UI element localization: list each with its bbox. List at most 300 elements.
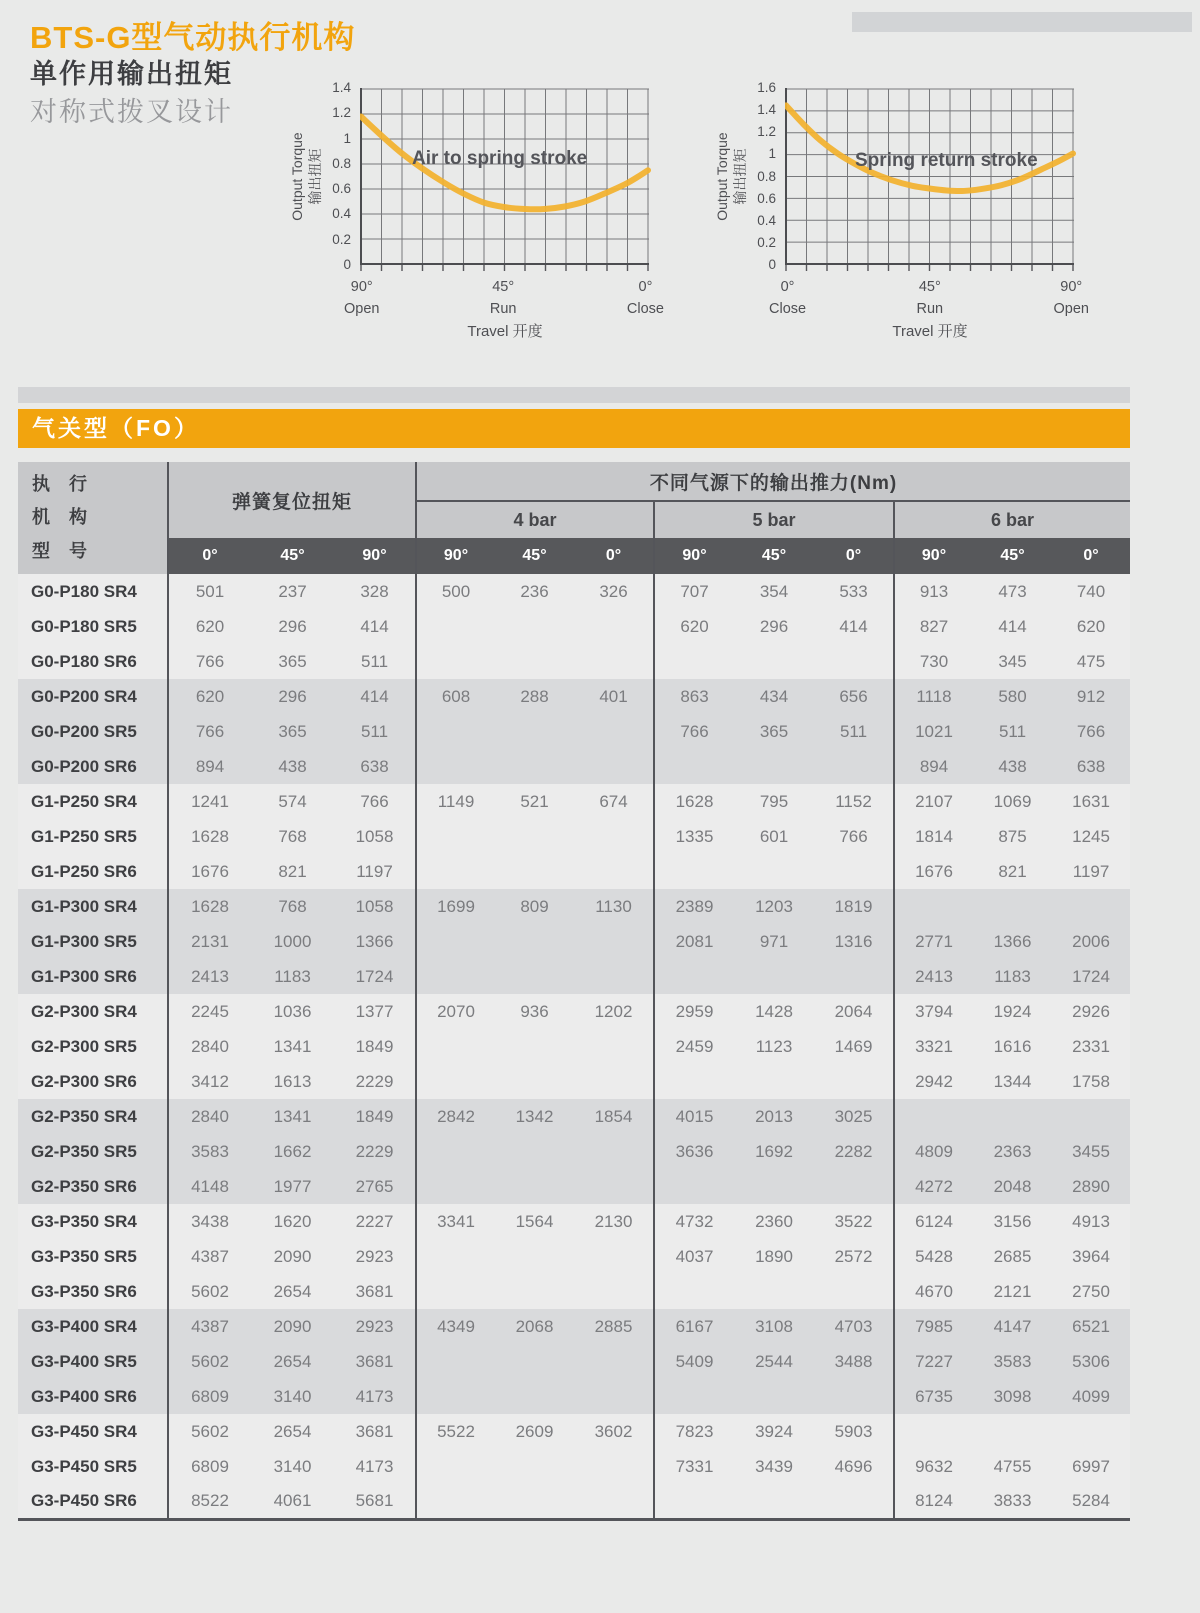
- value-cell: 3522: [834, 1211, 873, 1231]
- value-cell: 511: [998, 721, 1027, 741]
- value-cell: [734, 959, 814, 994]
- y-tick-label: 0.6: [757, 190, 776, 206]
- value-cell: 345: [998, 651, 1027, 671]
- value-cell: 768: [278, 896, 307, 916]
- value-cell: 1977: [273, 1176, 312, 1196]
- value-cell: 1202: [594, 1001, 633, 1021]
- y-tick-label: 0.8: [332, 155, 351, 171]
- value-cell: 236: [520, 581, 549, 601]
- value-cell: 1366: [993, 931, 1032, 951]
- x-tick-angle: 45°: [918, 279, 941, 295]
- value-cell: 1245: [1072, 826, 1110, 846]
- value-cell: 5428: [894, 1239, 973, 1274]
- x-tick-state: Close: [769, 300, 807, 317]
- header-model-line: 型 号: [32, 540, 95, 561]
- value-cell: 5284: [1072, 1490, 1110, 1510]
- value-cell: 1469: [834, 1036, 873, 1056]
- value-cell: 8124: [894, 1484, 973, 1519]
- value-cell: 1620: [273, 1211, 312, 1231]
- decorative-bar-top-right: [852, 12, 1192, 32]
- value-cell: 1428: [755, 1001, 793, 1021]
- value-cell: 620: [1076, 616, 1106, 636]
- value-cell: [654, 854, 734, 889]
- value-cell: [574, 1064, 654, 1099]
- value-cell: 3341: [416, 1204, 495, 1239]
- value-cell: 4913: [1072, 1211, 1110, 1231]
- degree-header-cell: 45°: [973, 538, 1052, 574]
- value-cell: 1628: [168, 819, 251, 854]
- value-cell: 2130: [594, 1211, 633, 1231]
- model-cell: G0-P180 SR4: [31, 581, 137, 601]
- value-cell: 4703: [834, 1316, 873, 1336]
- value-cell: [574, 1134, 654, 1169]
- value-cell: 2840: [168, 1029, 251, 1064]
- value-cell: 1197: [1072, 861, 1110, 881]
- value-cell: 3681: [355, 1351, 394, 1371]
- value-cell: [734, 1064, 814, 1099]
- header-model-line: 机 构: [32, 507, 95, 528]
- value-cell: [574, 1169, 654, 1204]
- value-cell: [814, 854, 894, 889]
- value-cell: 674: [599, 791, 628, 811]
- value-cell: [973, 889, 1052, 924]
- value-cell: [814, 1064, 894, 1099]
- page-title: BTS-G型气动执行机构: [30, 20, 356, 55]
- value-cell: 1197: [356, 861, 393, 881]
- value-cell: 501: [168, 574, 251, 609]
- y-axis-label-zh: 输出扭矩: [307, 148, 324, 205]
- value-cell: [416, 1379, 495, 1414]
- value-cell: 2360: [755, 1211, 793, 1231]
- value-cell: 6809: [168, 1379, 251, 1414]
- value-cell: [814, 749, 894, 784]
- value-cell: 2842: [416, 1099, 495, 1134]
- value-cell: 7823: [654, 1414, 734, 1449]
- value-cell: [495, 609, 574, 644]
- model-cell: G2-P300 SR6: [31, 1071, 137, 1091]
- data-table: [18, 462, 1130, 1521]
- value-cell: 326: [599, 581, 628, 601]
- chart-plot-area: [785, 88, 1077, 273]
- value-cell: [495, 714, 574, 749]
- value-cell: 1152: [835, 791, 872, 811]
- y-tick-label: 1.4: [757, 102, 776, 118]
- value-cell: 2363: [993, 1141, 1032, 1161]
- value-cell: 707: [654, 574, 734, 609]
- value-cell: 1341: [273, 1106, 312, 1126]
- value-cell: 912: [1076, 686, 1106, 706]
- model-cell: G2-P300 SR4: [31, 1001, 137, 1021]
- model-cell: G3-P450 SR5: [31, 1456, 137, 1476]
- degree-header-cell: 45°: [495, 538, 574, 574]
- value-cell: [416, 1134, 495, 1169]
- value-cell: [495, 644, 574, 679]
- y-axis-label-en: Output Torque: [289, 132, 305, 221]
- value-cell: 3681: [355, 1421, 394, 1441]
- value-cell: 5903: [834, 1421, 873, 1441]
- value-cell: 2282: [834, 1141, 873, 1161]
- y-tick-label: 0.6: [332, 181, 351, 197]
- value-cell: 2389: [654, 889, 734, 924]
- value-cell: [574, 609, 654, 644]
- value-cell: 3488: [834, 1351, 873, 1371]
- value-cell: 913: [894, 574, 973, 609]
- value-cell: 2890: [1072, 1176, 1110, 1196]
- degree-header-cell: 0°: [574, 538, 654, 574]
- value-cell: 2068: [515, 1316, 554, 1336]
- y-tick-label: 1.6: [757, 80, 776, 95]
- y-tick-label: 0: [768, 257, 776, 272]
- value-cell: 827: [894, 609, 973, 644]
- value-cell: 511: [360, 651, 389, 671]
- model-cell: G2-P300 SR5: [31, 1036, 137, 1056]
- x-tick-angle: 90°: [1060, 279, 1083, 295]
- value-cell: 1724: [355, 966, 394, 986]
- value-cell: [574, 1239, 654, 1274]
- value-cell: 2064: [834, 1001, 873, 1021]
- table-row: [18, 644, 1130, 679]
- value-cell: [1052, 889, 1130, 924]
- x-tick-angle: 45°: [492, 279, 515, 295]
- model-cell: G3-P450 SR6: [31, 1490, 137, 1510]
- value-cell: [973, 1099, 1052, 1134]
- value-cell: [416, 1274, 495, 1309]
- value-cell: 3098: [993, 1386, 1032, 1406]
- value-cell: 2107: [894, 784, 973, 819]
- table-row: [18, 714, 1130, 749]
- value-cell: [416, 1484, 495, 1519]
- value-cell: 2048: [993, 1176, 1032, 1196]
- value-cell: 1069: [993, 791, 1032, 811]
- value-cell: 2926: [1072, 1001, 1110, 1021]
- value-cell: 1849: [355, 1036, 394, 1056]
- value-cell: 821: [998, 861, 1027, 881]
- value-cell: 608: [416, 679, 495, 714]
- value-cell: [574, 1379, 654, 1414]
- value-cell: 3583: [993, 1351, 1032, 1371]
- value-cell: 1341: [273, 1036, 312, 1056]
- value-cell: 863: [654, 679, 734, 714]
- value-cell: [574, 1484, 654, 1519]
- value-cell: 894: [894, 749, 973, 784]
- value-cell: [574, 959, 654, 994]
- table-row: [18, 1029, 1130, 1064]
- value-cell: [495, 1029, 574, 1064]
- value-cell: 730: [894, 644, 973, 679]
- value-cell: 4809: [894, 1134, 973, 1169]
- x-tick-angle: 0°: [638, 279, 653, 295]
- value-cell: 2013: [755, 1106, 793, 1126]
- degree-header-cell: 0°: [168, 538, 251, 574]
- value-cell: 237: [278, 581, 307, 601]
- chart-title: Spring return stroke: [855, 150, 1038, 171]
- value-cell: 3924: [755, 1421, 793, 1441]
- value-cell: 1183: [994, 966, 1031, 986]
- value-cell: 3833: [993, 1490, 1032, 1510]
- table-row: [18, 854, 1130, 889]
- y-tick-labels: [324, 80, 354, 272]
- value-cell: 1814: [894, 819, 973, 854]
- value-cell: 4148: [168, 1169, 251, 1204]
- model-cell: G0-P200 SR6: [31, 756, 137, 776]
- y-tick-label: 1.2: [332, 105, 351, 121]
- value-cell: 3636: [654, 1134, 734, 1169]
- value-cell: 1058: [355, 896, 394, 916]
- value-cell: [814, 644, 894, 679]
- value-cell: 7985: [894, 1309, 973, 1344]
- x-tick-labels: [344, 277, 664, 321]
- value-cell: 2006: [1072, 931, 1110, 951]
- value-cell: 1344: [993, 1071, 1032, 1091]
- y-axis-label-zh: 输出扭矩: [732, 148, 749, 205]
- value-cell: 328: [360, 581, 389, 601]
- value-cell: 2654: [273, 1421, 312, 1441]
- value-cell: 894: [168, 749, 251, 784]
- value-cell: 2459: [654, 1029, 734, 1064]
- table-row: [18, 1099, 1130, 1134]
- value-cell: 3964: [1072, 1246, 1110, 1266]
- value-cell: 6521: [1072, 1316, 1110, 1336]
- x-axis-label: Travel 开度: [892, 323, 968, 340]
- value-cell: 8522: [168, 1484, 251, 1519]
- value-cell: 2765: [355, 1176, 394, 1196]
- value-cell: [495, 1169, 574, 1204]
- header-gas-group: 不同气源下的输出推力(Nm): [416, 462, 1130, 501]
- header-model-line: 执 行: [32, 474, 95, 495]
- model-cell: G3-P400 SR5: [31, 1351, 137, 1371]
- value-cell: 1123: [755, 1036, 793, 1056]
- value-cell: [495, 1239, 574, 1274]
- table-row: [18, 749, 1130, 784]
- value-cell: 2609: [515, 1421, 554, 1441]
- chart-plot-area: [360, 88, 652, 273]
- value-cell: [894, 1414, 973, 1449]
- value-cell: 2923: [355, 1316, 394, 1336]
- value-cell: 1342: [515, 1106, 554, 1126]
- value-cell: 1758: [1072, 1071, 1110, 1091]
- value-cell: 500: [416, 574, 495, 609]
- value-cell: [654, 749, 734, 784]
- value-cell: 1130: [595, 896, 632, 916]
- value-cell: 2413: [168, 959, 251, 994]
- table-row: [18, 1484, 1130, 1519]
- table-row: [18, 1064, 1130, 1099]
- value-cell: 2771: [894, 924, 973, 959]
- value-cell: 766: [839, 826, 868, 846]
- value-cell: 2229: [355, 1141, 394, 1161]
- table-row: [18, 1204, 1130, 1239]
- value-cell: 4387: [168, 1309, 251, 1344]
- value-cell: [416, 924, 495, 959]
- y-tick-label: 0.2: [757, 234, 776, 250]
- value-cell: 620: [168, 679, 251, 714]
- value-cell: 3681: [355, 1281, 394, 1301]
- value-cell: [574, 1344, 654, 1379]
- value-cell: [814, 959, 894, 994]
- value-cell: 766: [360, 791, 389, 811]
- value-cell: 2572: [834, 1246, 873, 1266]
- chart-grid: [360, 88, 652, 273]
- value-cell: 1149: [416, 784, 495, 819]
- value-cell: 3025: [834, 1106, 873, 1126]
- degree-header-cell: 90°: [416, 538, 495, 574]
- value-cell: [1052, 1414, 1130, 1449]
- model-cell: G3-P450 SR4: [31, 1421, 137, 1441]
- value-cell: 2245: [168, 994, 251, 1029]
- value-cell: 296: [278, 686, 307, 706]
- y-tick-label: 0: [343, 257, 351, 272]
- value-cell: [574, 819, 654, 854]
- value-cell: 3140: [273, 1456, 312, 1476]
- value-cell: 1628: [168, 889, 251, 924]
- value-cell: [574, 854, 654, 889]
- degree-header-cell: 90°: [334, 538, 416, 574]
- value-cell: [495, 1344, 574, 1379]
- value-cell: [654, 644, 734, 679]
- value-cell: 2544: [755, 1351, 793, 1371]
- value-cell: 1021: [894, 714, 973, 749]
- value-cell: 620: [654, 609, 734, 644]
- x-tick-label: [627, 277, 664, 321]
- value-cell: 1118: [894, 679, 973, 714]
- x-tick-state: Open: [344, 300, 380, 317]
- value-cell: 4173: [355, 1456, 394, 1476]
- value-cell: [416, 609, 495, 644]
- value-cell: [495, 749, 574, 784]
- value-cell: 5306: [1072, 1351, 1110, 1371]
- value-cell: [495, 1064, 574, 1099]
- header-6bar: 6 bar: [894, 501, 1130, 538]
- value-cell: [1052, 1099, 1130, 1134]
- model-cell: G1-P300 SR4: [31, 896, 137, 916]
- x-tick-state: Open: [1053, 300, 1089, 317]
- y-axis-label-en: Output Torque: [714, 132, 730, 221]
- model-cell: G2-P350 SR5: [31, 1141, 137, 1161]
- value-cell: 473: [998, 581, 1027, 601]
- header-spring-group: 弹簧复位扭矩: [168, 462, 416, 538]
- value-cell: 401: [599, 686, 628, 706]
- value-cell: 4061: [273, 1490, 312, 1510]
- value-cell: [574, 644, 654, 679]
- model-cell: G1-P300 SR5: [31, 931, 137, 951]
- value-cell: 3583: [168, 1134, 251, 1169]
- table-row: [18, 1239, 1130, 1274]
- value-cell: [654, 1064, 734, 1099]
- value-cell: 1058: [355, 826, 394, 846]
- x-tick-label: [490, 277, 517, 321]
- value-cell: 2229: [355, 1071, 394, 1091]
- value-cell: [654, 959, 734, 994]
- chart-air-to-spring-stroke: [284, 80, 664, 340]
- model-cell: G3-P400 SR6: [31, 1386, 137, 1406]
- header-5bar: 5 bar: [654, 501, 894, 538]
- table-row: [18, 574, 1130, 609]
- value-cell: 580: [998, 686, 1027, 706]
- y-tick-label: 1.2: [757, 124, 776, 140]
- value-cell: [734, 1379, 814, 1414]
- value-cell: 809: [520, 896, 549, 916]
- value-cell: 5681: [355, 1490, 394, 1510]
- value-cell: 2070: [416, 994, 495, 1029]
- value-cell: [654, 1379, 734, 1414]
- model-cell: G2-P350 SR6: [31, 1176, 137, 1196]
- model-cell: G0-P200 SR5: [31, 721, 137, 741]
- table-row: [18, 609, 1130, 644]
- value-cell: 1036: [273, 1001, 312, 1021]
- degree-header-cell: 0°: [814, 538, 894, 574]
- x-tick-labels: [769, 277, 1089, 321]
- x-tick-label: [1054, 277, 1089, 321]
- table-row: [18, 1379, 1130, 1414]
- model-cell: G3-P350 SR5: [31, 1246, 137, 1266]
- value-cell: [416, 1239, 495, 1274]
- value-cell: 5602: [168, 1344, 251, 1379]
- section-divider-bar: [18, 387, 1130, 403]
- value-cell: [734, 1484, 814, 1519]
- value-cell: 875: [998, 826, 1027, 846]
- value-cell: 2923: [355, 1246, 394, 1266]
- value-cell: [416, 959, 495, 994]
- table-row: [18, 1449, 1130, 1484]
- value-cell: 2081: [654, 924, 734, 959]
- value-cell: 4387: [168, 1239, 251, 1274]
- x-tick-label: [769, 277, 806, 321]
- x-tick-state: Close: [626, 300, 664, 317]
- value-cell: 1692: [755, 1141, 793, 1161]
- value-cell: [894, 1099, 973, 1134]
- model-cell: G3-P350 SR4: [31, 1211, 137, 1231]
- model-cell: G3-P350 SR6: [31, 1281, 137, 1301]
- value-cell: 2942: [894, 1064, 973, 1099]
- value-cell: 4696: [834, 1456, 873, 1476]
- x-tick-label: [916, 277, 943, 321]
- value-cell: [973, 1414, 1052, 1449]
- table-row: [18, 924, 1130, 959]
- model-cell: G1-P250 SR6: [31, 861, 137, 881]
- value-cell: [574, 1274, 654, 1309]
- value-cell: 1366: [355, 931, 394, 951]
- chart-grid: [785, 88, 1077, 273]
- value-cell: 3455: [1072, 1141, 1110, 1161]
- value-cell: [574, 1029, 654, 1064]
- value-cell: 438: [278, 756, 307, 776]
- value-cell: 511: [839, 721, 868, 741]
- value-cell: 1241: [168, 784, 251, 819]
- value-cell: [654, 1484, 734, 1519]
- value-cell: 2090: [273, 1316, 312, 1336]
- value-cell: 1662: [273, 1141, 312, 1161]
- table-row: [18, 959, 1130, 994]
- value-cell: 365: [278, 651, 307, 671]
- value-cell: 296: [278, 616, 307, 636]
- value-cell: 2654: [273, 1281, 312, 1301]
- value-cell: 2750: [1072, 1281, 1110, 1301]
- value-cell: 3794: [894, 994, 973, 1029]
- value-cell: 511: [360, 721, 389, 741]
- model-cell: G3-P400 SR4: [31, 1316, 137, 1336]
- value-cell: 6997: [1072, 1456, 1110, 1476]
- value-cell: 5602: [168, 1414, 251, 1449]
- value-cell: [495, 1484, 574, 1519]
- value-cell: 4099: [1072, 1386, 1110, 1406]
- value-cell: 1676: [894, 854, 973, 889]
- value-cell: 5409: [654, 1344, 734, 1379]
- value-cell: 1724: [1072, 966, 1110, 986]
- value-cell: [416, 1344, 495, 1379]
- value-cell: [416, 749, 495, 784]
- value-cell: [734, 749, 814, 784]
- y-tick-label: 0.4: [332, 206, 351, 222]
